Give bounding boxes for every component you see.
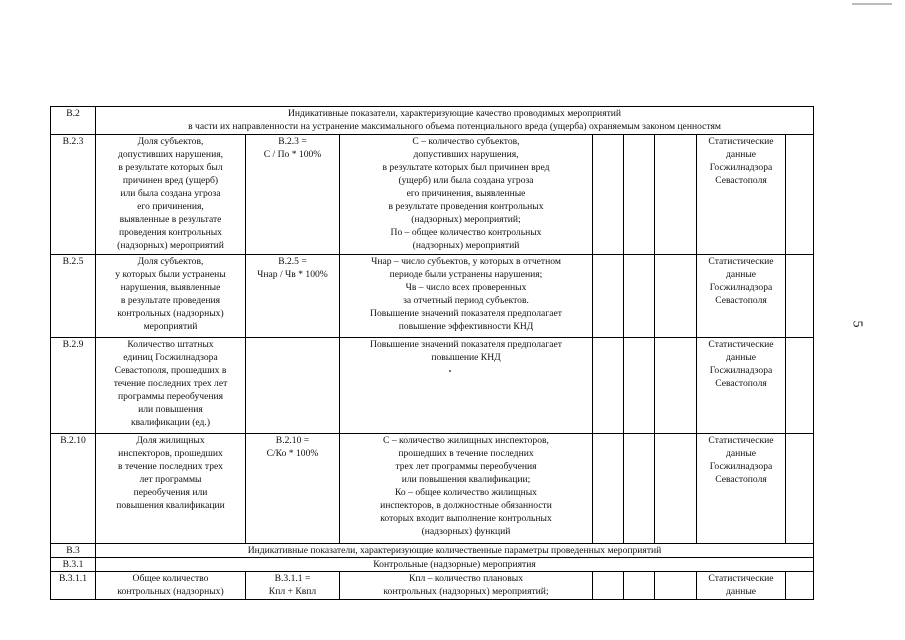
row-code: В.2 [51, 107, 96, 135]
indicator-source: Статистические данные Госжилнадзора Севастополя [697, 255, 786, 338]
empty-cell [593, 572, 624, 600]
indicator-source: Статистические данные Госжилнадзора Севастополя [697, 338, 786, 434]
indicator-name: Количество штатных единиц Госжилнадзора Севастополя, прошедших в течение последних трех лет программы переобучения или повышения квалификации (ед.) [96, 338, 246, 434]
indicators-table [50, 106, 814, 600]
empty-cell [593, 434, 624, 544]
scan-mark [852, 3, 892, 5]
empty-cell [624, 255, 655, 338]
row-code: В.2.10 [51, 434, 96, 544]
empty-cell [786, 135, 814, 255]
empty-cell [786, 338, 814, 434]
indicator-comment: С – количество жилищных инспекторов, прошедших в течение последних трех лет программы переобучения или повышения квалификации; Ко – общее количество жилищных инспекторов, в должностные обязанности которых входит выполнение контрольных (надзорных) функций [340, 434, 593, 544]
indicator-formula: В.2.3 = С / По * 100% [246, 135, 340, 255]
section-heading: Индикативные показатели, характеризующие количественные параметры проведенных мероприятий [96, 544, 814, 558]
indicator-comment: Чнар – число субъектов, у которых в отчетном периоде были устранены нарушения; Чв – число всех проверенных за отчетный период субъектов. Повышение значений показателя предполагает повышение эффективности КНД [340, 255, 593, 338]
table-row [51, 338, 814, 434]
indicator-comment: С – количество субъектов, допустивших нарушения, в результате которых был причинен вред (ущерб) или была создана угроза его причинения, выявленные в результате проведения контрольных (надзорных) мероприятий; По – общее количество контрольных (надзорных) мероприятий [340, 135, 593, 255]
table-row [51, 572, 814, 600]
empty-cell [624, 434, 655, 544]
empty-cell [655, 255, 697, 338]
empty-cell [593, 135, 624, 255]
row-code: В.3.1 [51, 558, 96, 572]
row-code: В.2.3 [51, 135, 96, 255]
indicator-name: Доля субъектов, допустивших нарушения, в результате которых был причинен вред (ущерб) или была создана угроза его причинения, выявленные в результате проведения контрольных (надзорных) мероприятий [96, 135, 246, 255]
indicator-source: Статистические данные Госжилнадзора Севастополя [697, 434, 786, 544]
row-code: В.2.9 [51, 338, 96, 434]
empty-cell [593, 255, 624, 338]
section-heading: Контрольные (надзорные) мероприятия [96, 558, 814, 572]
empty-cell [624, 135, 655, 255]
empty-cell [624, 572, 655, 600]
indicator-source: Статистические данные Госжилнадзора Севастополя [697, 135, 786, 255]
page-number: 5 [849, 320, 865, 328]
section-row-b31 [51, 558, 814, 572]
table-row [51, 255, 814, 338]
table-row [51, 434, 814, 544]
indicator-formula [246, 338, 340, 434]
empty-cell [655, 135, 697, 255]
indicator-formula: В.3.1.1 = Кпл + Квпл [246, 572, 340, 600]
indicator-name: Доля субъектов, у которых были устранены нарушения, выявленные в результате проведения контрольных (надзорных) мероприятий [96, 255, 246, 338]
indicator-source: Статистические данные [697, 572, 786, 600]
empty-cell [655, 434, 697, 544]
empty-cell [786, 434, 814, 544]
indicator-formula: В.2.10 = С/Ко * 100% [246, 434, 340, 544]
empty-cell [655, 338, 697, 434]
row-code: В.3 [51, 544, 96, 558]
indicator-name: Общее количество контрольных (надзорных) [96, 572, 246, 600]
row-code: В.3.1.1 [51, 572, 96, 600]
empty-cell [593, 338, 624, 434]
empty-cell [655, 572, 697, 600]
empty-cell [624, 338, 655, 434]
empty-cell [786, 572, 814, 600]
indicator-formula: В.2.5 = Чнар / Чв * 100% [246, 255, 340, 338]
section-heading: Индикативные показатели, характеризующие качество проводимых мероприятий в части их направленности на устранение максимального объема потенциального вреда (ущерба) охраняемым законом ценностям [96, 107, 814, 135]
empty-cell [786, 255, 814, 338]
indicator-comment: Кпл – количество плановых контрольных (надзорных) мероприятий; [340, 572, 593, 600]
table-row [51, 135, 814, 255]
section-row-b3 [51, 544, 814, 558]
row-code: В.2.5 [51, 255, 96, 338]
section-row-b2 [51, 107, 814, 135]
indicator-comment: Повышение значений показателя предполагает повышение КНД [340, 338, 593, 434]
indicator-name: Доля жилищных инспекторов, прошедших в течение последних трех лет программы переобучения или повышения квалификации [96, 434, 246, 544]
